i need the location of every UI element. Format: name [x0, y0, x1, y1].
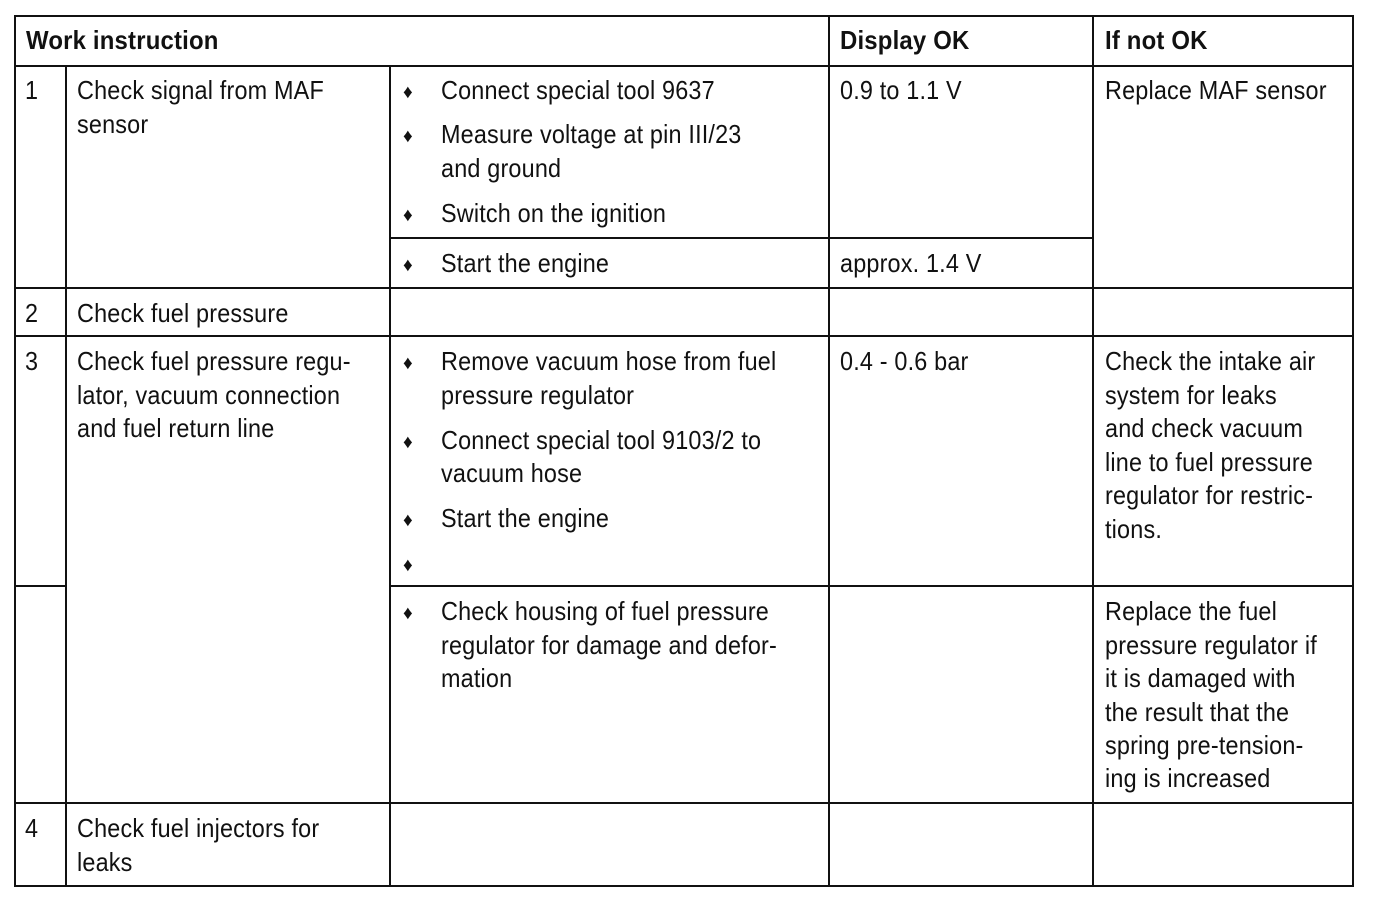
row-3-if-not-ok-a-line-1: Check the intake air	[1105, 346, 1316, 376]
bullet-icon: ♦	[403, 432, 413, 453]
row-1-step-4: Start the engine	[441, 248, 610, 278]
row-3-step-2-line-2: vacuum hose	[441, 458, 583, 488]
bullet-icon: ♦	[403, 205, 413, 226]
row-3-if-not-ok-b-line-3: it is damaged with	[1105, 663, 1296, 693]
header-display-ok: Display OK	[840, 25, 970, 55]
header-if-not-ok: If not OK	[1105, 25, 1208, 55]
row-1-step-3: Switch on the ignition	[441, 198, 667, 228]
bullet-icon: ♦	[403, 82, 413, 103]
row-1-number: 1	[25, 75, 39, 105]
bullet-icon: ♦	[403, 255, 413, 276]
bullet-icon: ♦	[403, 603, 413, 624]
row-3-display-ok: 0.4 - 0.6 bar	[840, 346, 969, 376]
row-3-step-5-line-3: mation	[441, 663, 513, 693]
row-2-task: Check fuel pressure	[77, 298, 289, 328]
bullet-icon: ♦	[403, 510, 413, 531]
row-1-step-2-line-1: Measure voltage at pin III/23	[441, 119, 742, 149]
bullet-icon: ♦	[403, 126, 413, 147]
row-3-step-5-line-1: Check housing of fuel pressure	[441, 596, 769, 626]
row-3-task-line-3: and fuel return line	[77, 413, 275, 443]
row-1-task-line-2: sensor	[77, 109, 149, 139]
row-3-if-not-ok-b-line-4: the result that the	[1105, 697, 1290, 727]
row-3-if-not-ok-a-line-6: tions.	[1105, 514, 1163, 544]
row-4-task-line-2: leaks	[77, 847, 133, 877]
row-3-if-not-ok-b-line-1: Replace the fuel	[1105, 596, 1277, 626]
row-3-number: 3	[25, 346, 39, 376]
row-3-if-not-ok-a-line-5: regulator for restric-	[1105, 480, 1314, 510]
row-3-step-2-line-1: Connect special tool 9103/2 to	[441, 425, 762, 455]
row-3-if-not-ok-a-line-2: system for leaks	[1105, 380, 1277, 410]
row-1-task-line-1: Check signal from MAF	[77, 75, 324, 105]
row-3-task-line-1: Check fuel pressure regu-	[77, 346, 351, 376]
row-1-step-2-line-2: and ground	[441, 153, 562, 183]
bullet-icon: ♦	[403, 353, 413, 374]
row-3-step-1-line-1: Remove vacuum hose from fuel	[441, 346, 777, 376]
row-1-step-1: Connect special tool 9637	[441, 75, 715, 105]
row-3-step-5-line-2: regulator for damage and defor-	[441, 630, 777, 660]
row-3-if-not-ok-b-line-5: spring pre-tension-	[1105, 730, 1304, 760]
row-1-if-not-ok: Replace MAF sensor	[1105, 75, 1327, 105]
row-2-number: 2	[25, 298, 39, 328]
row-4-task-line-1: Check fuel injectors for	[77, 813, 320, 843]
bullet-icon: ♦	[403, 555, 413, 576]
header-work-instruction: Work instruction	[26, 25, 219, 55]
row-1-display-ok-a: 0.9 to 1.1 V	[840, 75, 962, 105]
row-3-if-not-ok-a-line-4: line to fuel pressure	[1105, 447, 1313, 477]
row-3-if-not-ok-a-line-3: and check vacuum	[1105, 413, 1303, 443]
row-3-if-not-ok-b-line-2: pressure regulator if	[1105, 630, 1317, 660]
row-3-if-not-ok-b-line-6: ing is increased	[1105, 763, 1271, 793]
row-3-task-line-2: lator, vacuum connection	[77, 380, 341, 410]
row-4-number: 4	[25, 813, 39, 843]
row-1-display-ok-b: approx. 1.4 V	[840, 248, 982, 278]
row-3-step-3: Start the engine	[441, 503, 610, 533]
row-3-step-1-line-2: pressure regulator	[441, 380, 635, 410]
